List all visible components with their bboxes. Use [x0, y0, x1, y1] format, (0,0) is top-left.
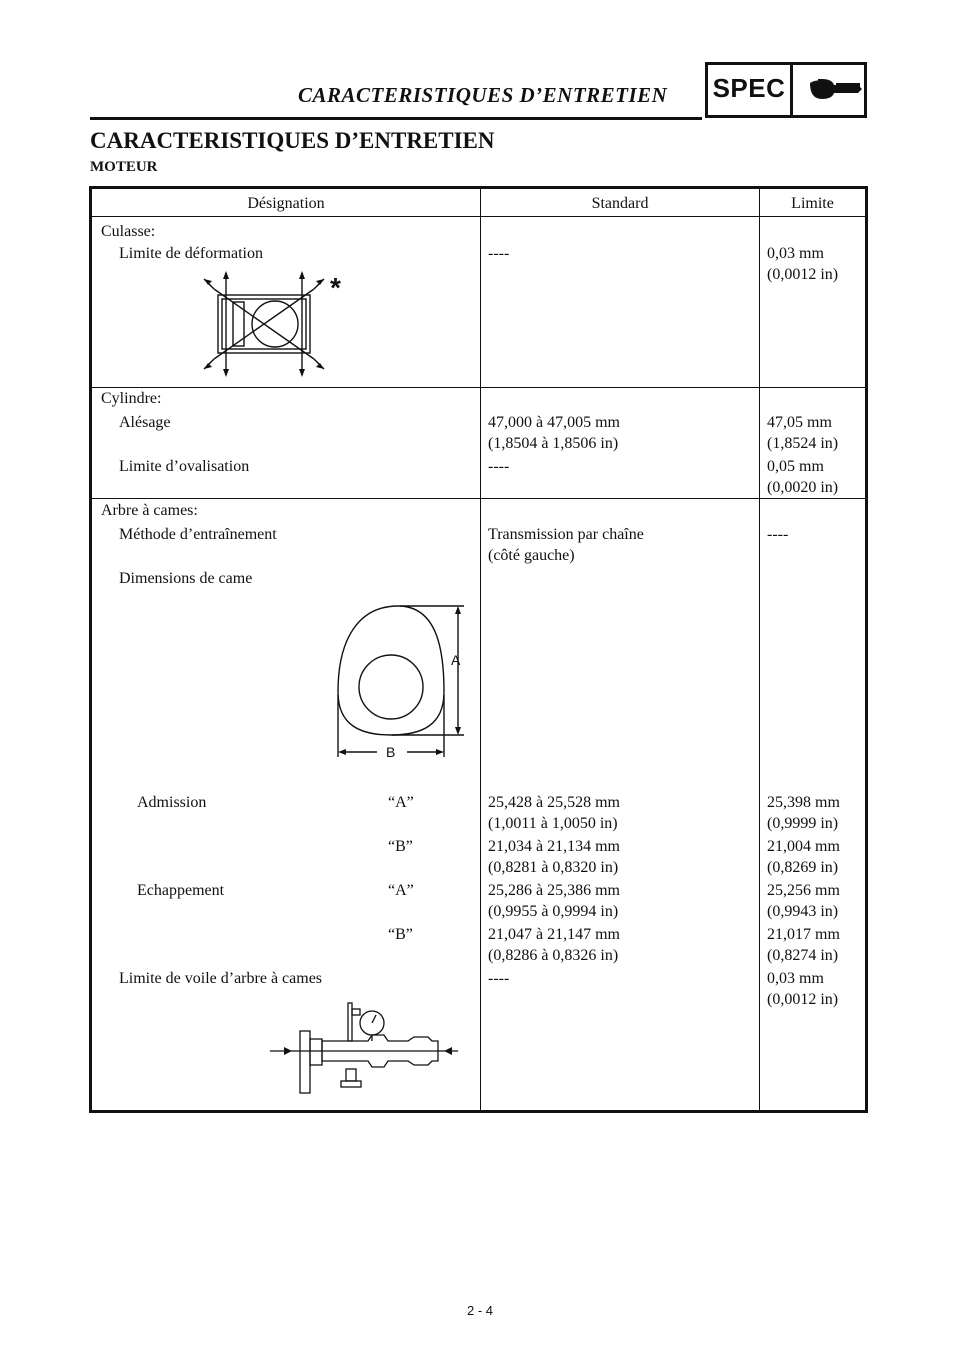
cam-dimensions-label: Dimensions de came [119, 570, 253, 587]
ovality-standard: ---- [488, 458, 510, 475]
runout-limit-inch: (0,0012 in) [767, 991, 839, 1008]
page-title: CARACTERISTIQUES D’ENTRETIEN [90, 128, 495, 153]
intake-a-limit-inch: (0,9999 in) [767, 815, 839, 832]
exhaust-a-standard-inch: (0,9955 à 0,9994 in) [488, 903, 619, 920]
drive-method-label: Méthode d’entraînement [119, 526, 277, 543]
drive-method-limit: ---- [767, 526, 789, 543]
bore-label: Alésage [119, 414, 171, 431]
running-header-title: CARACTERISTIQUES D’ENTRETIEN [298, 83, 668, 107]
column-header-limite: Limite [791, 195, 834, 212]
exhaust-a-standard: 25,286 à 25,386 mm [488, 882, 620, 899]
warp-limit-label: Limite de déformation [119, 245, 263, 262]
col-divider-2 [759, 189, 760, 1110]
warp-limit-value: 0,03 mm [767, 245, 824, 262]
exhaust-label: Echappement [137, 882, 225, 899]
exhaust-b-limit: 21,017 mm [767, 926, 840, 943]
intake-mark-a: “A” [388, 794, 414, 811]
diagram-label-a: A [451, 652, 461, 668]
cylinder-head-warpage-diagram [200, 265, 350, 377]
page-number: 2 - 4 [466, 1303, 493, 1318]
ovality-limit-inch: (0,0020 in) [767, 479, 839, 496]
diagram-star: * [330, 272, 341, 303]
intake-label: Admission [137, 794, 207, 811]
bore-limit-inch: (1,8524 in) [767, 435, 839, 452]
column-header-designation: Désignation [247, 195, 325, 212]
exhaust-a-limit-inch: (0,9943 in) [767, 903, 839, 920]
bore-standard-inch: (1,8504 à 1,8506 in) [488, 435, 619, 452]
cam-lobe-diagram [320, 597, 470, 772]
exhaust-b-standard: 21,047 à 21,147 mm [488, 926, 620, 943]
drive-method-standard: Transmission par chaîne [488, 526, 644, 543]
intake-a-limit: 25,398 mm [767, 794, 840, 811]
section-culasse: Culasse: [101, 223, 156, 240]
spec-badge-label: SPEC [712, 73, 786, 103]
runout-standard: ---- [488, 970, 510, 987]
header-rule [90, 117, 702, 120]
intake-mark-b: “B” [388, 838, 413, 855]
section-arbre-a-cames: Arbre à cames: [101, 502, 198, 519]
bore-standard: 47,000 à 47,005 mm [488, 414, 620, 431]
runout-label: Limite de voile d’arbre à cames [119, 970, 323, 987]
column-header-standard: Standard [591, 195, 649, 212]
diagram-label-b: B [386, 744, 396, 760]
camshaft-runout-dial-gauge-diagram [268, 1001, 460, 1101]
section-cylindre: Cylindre: [101, 390, 162, 407]
warp-standard: ---- [488, 245, 510, 262]
runout-limit: 0,03 mm [767, 970, 824, 987]
header-row-divider [92, 216, 865, 217]
exhaust-mark-b: “B” [388, 926, 413, 943]
exhaust-a-limit: 25,256 mm [767, 882, 840, 899]
badge-divider [790, 65, 793, 115]
intake-b-limit: 21,004 mm [767, 838, 840, 855]
bore-limit: 47,05 mm [767, 414, 832, 431]
spec-badge [705, 62, 867, 118]
col-divider-1 [480, 189, 481, 1110]
intake-b-standard-inch: (0,8281 à 0,8320 in) [488, 859, 619, 876]
specs-table [89, 186, 868, 1113]
intake-b-limit-inch: (0,8269 in) [767, 859, 839, 876]
exhaust-mark-a: “A” [388, 882, 414, 899]
wrench-icon [808, 77, 864, 105]
intake-a-standard-inch: (1,0011 à 1,0050 in) [488, 815, 618, 832]
intake-a-standard: 25,428 à 25,528 mm [488, 794, 620, 811]
section-subtitle: MOTEUR [90, 159, 158, 175]
drive-method-side: (côté gauche) [488, 547, 575, 564]
ovality-label: Limite d’ovalisation [119, 458, 250, 475]
intake-b-standard: 21,034 à 21,134 mm [488, 838, 620, 855]
row-divider-culasse [92, 387, 865, 388]
warp-limit-inch: (0,0012 in) [767, 266, 839, 283]
ovality-limit: 0,05 mm [767, 458, 824, 475]
exhaust-b-standard-inch: (0,8286 à 0,8326 in) [488, 947, 619, 964]
row-divider-cylindre [92, 498, 865, 499]
exhaust-b-limit-inch: (0,8274 in) [767, 947, 839, 964]
